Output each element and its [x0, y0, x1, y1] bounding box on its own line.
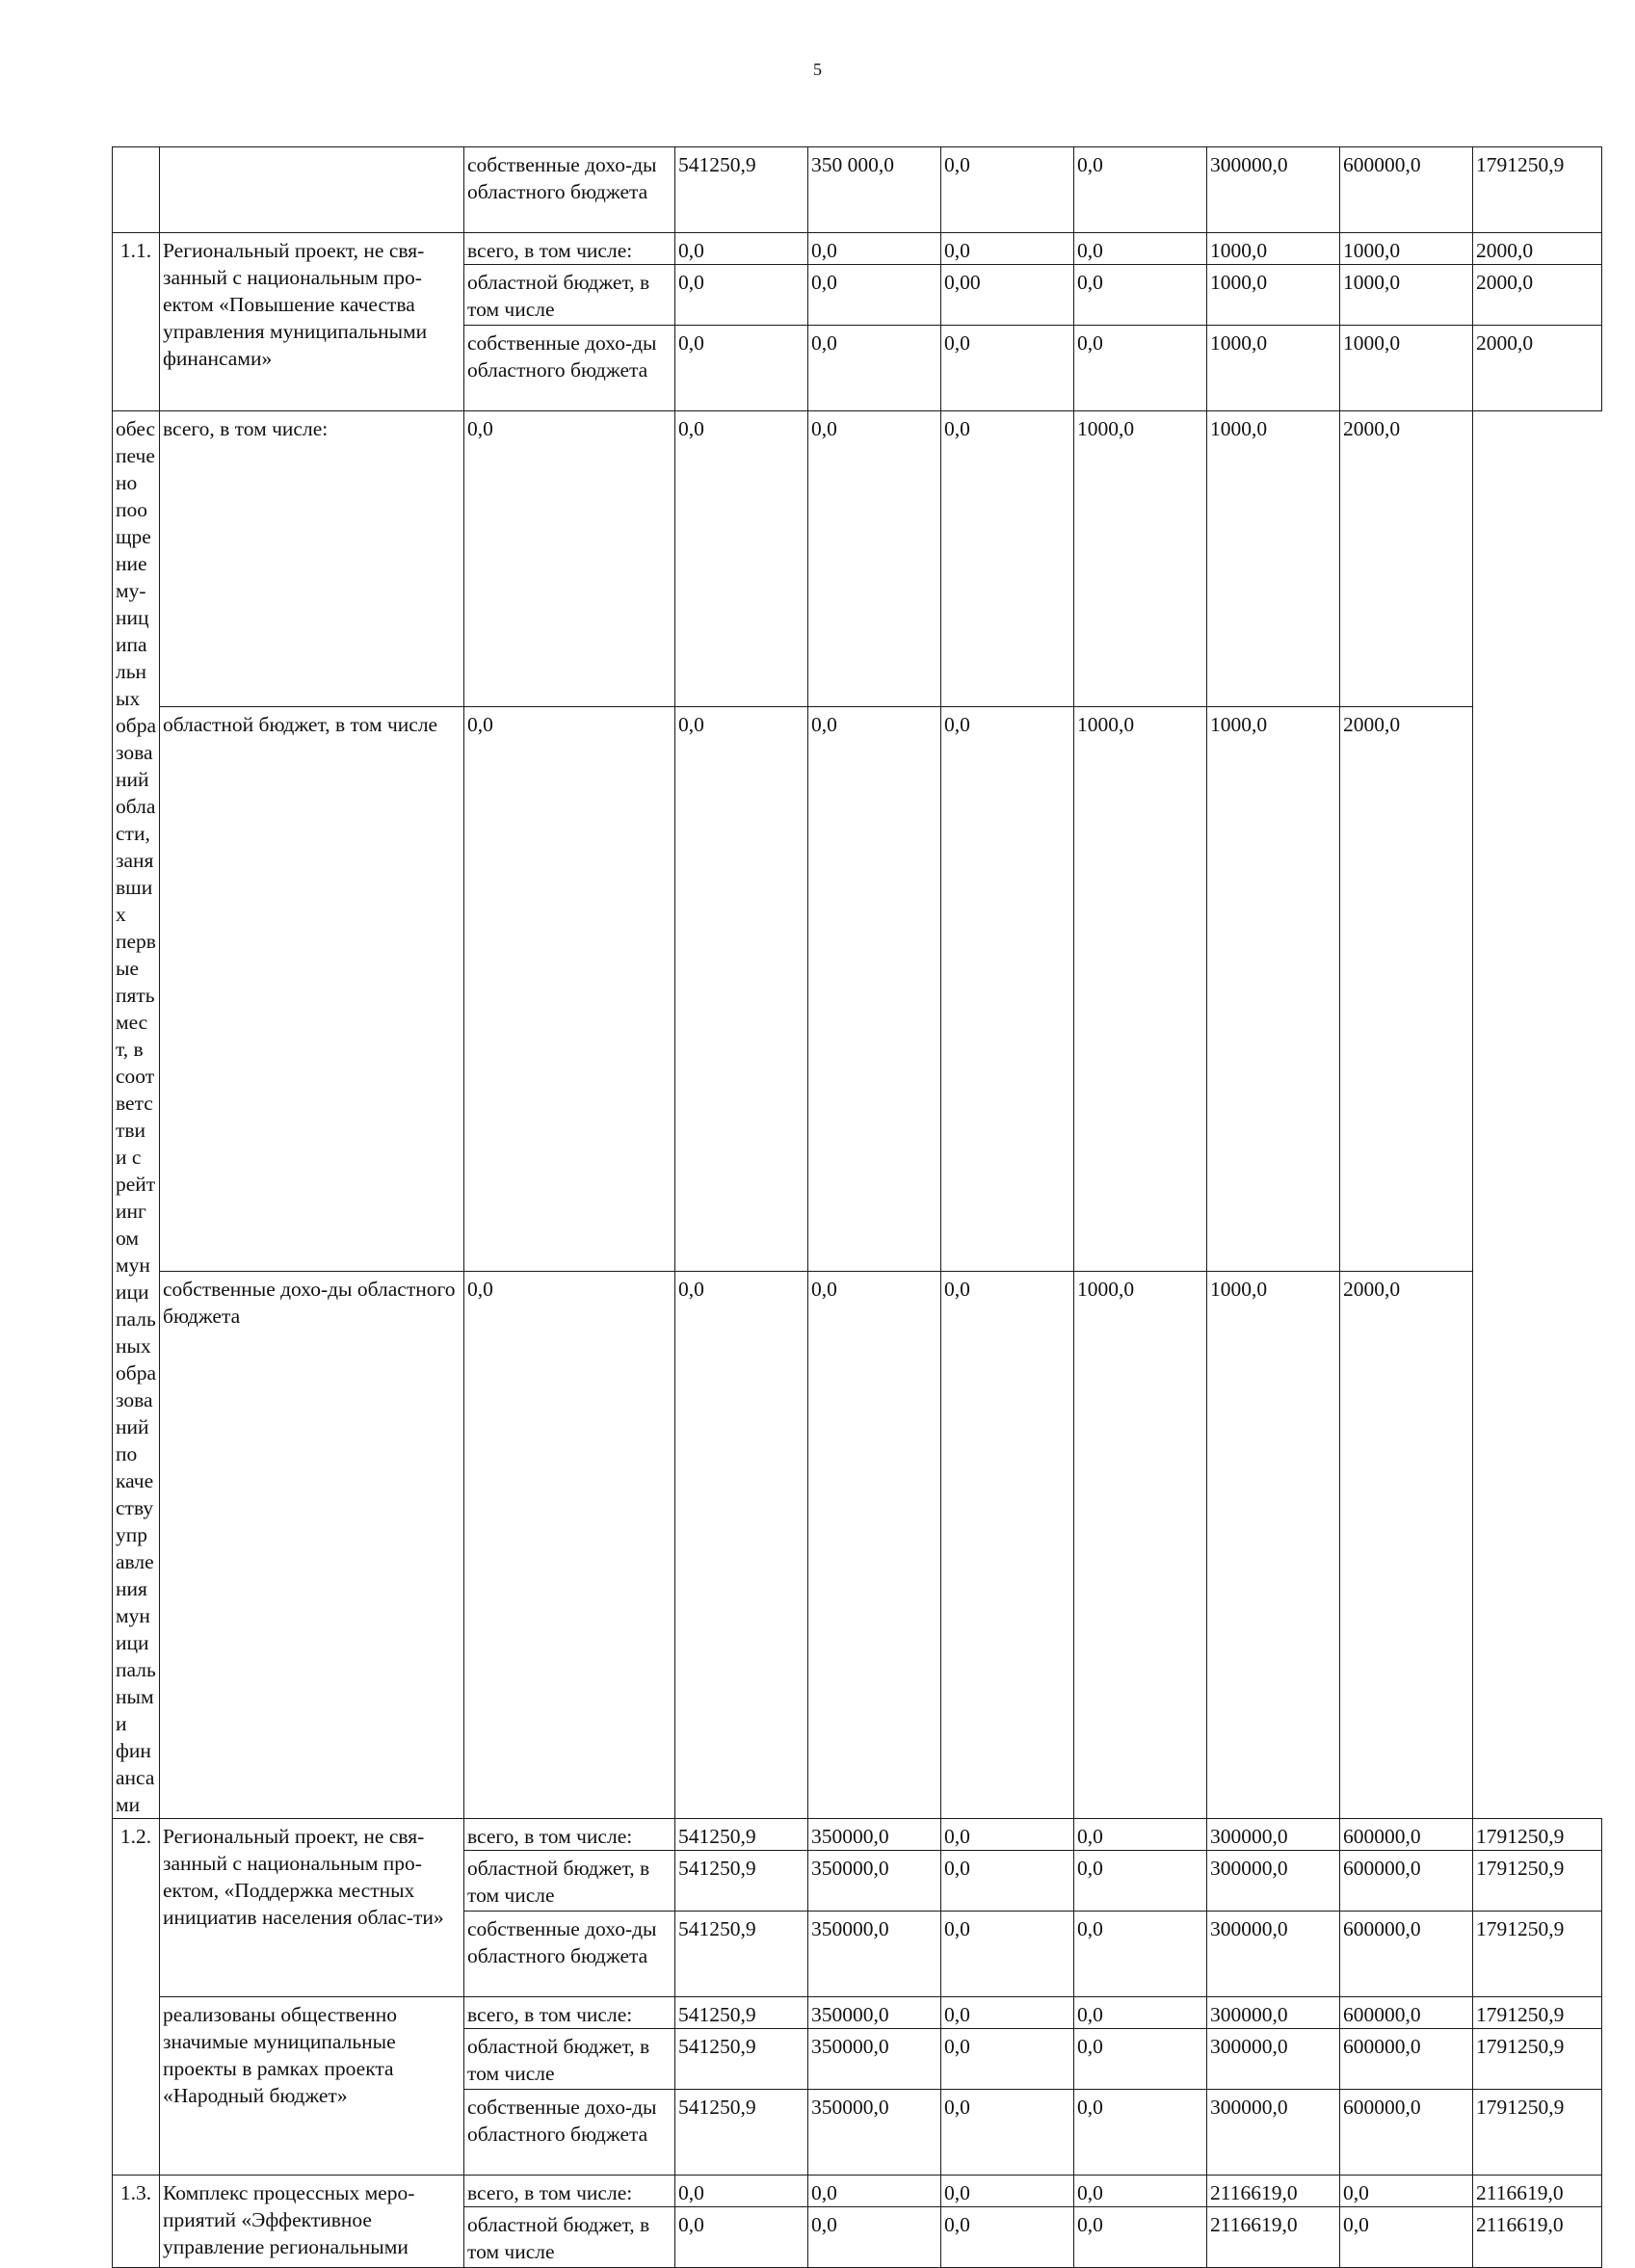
value-cell: 0,0: [941, 1819, 1074, 1851]
total-value-cell: 1791250,9: [1473, 1912, 1602, 1997]
budget-table: [112, 146, 1602, 2268]
total-value-cell: 2116619,0: [1473, 2176, 1602, 2207]
value-cell: 600000,0: [1340, 2090, 1473, 2176]
value-cell: 0,0: [1074, 1851, 1207, 1912]
value-cell: 300000,0: [1207, 1912, 1340, 1997]
value-cell: 0,0: [1074, 1912, 1207, 1997]
value-cell: 0,0: [1074, 2090, 1207, 2176]
value-cell: 600000,0: [1340, 1912, 1473, 1997]
table-row: [113, 1819, 1602, 1851]
table-row: [113, 147, 1602, 233]
value-cell: 350 000,0: [808, 147, 941, 233]
funding-source-cell: всего, в том числе:: [160, 411, 464, 707]
value-cell: 1000,0: [1340, 265, 1473, 326]
value-cell: 0,0: [808, 1272, 941, 1819]
value-cell: 0,0: [675, 233, 808, 265]
value-cell: 0,0: [808, 411, 941, 707]
value-cell: 0,0: [808, 2176, 941, 2207]
value-cell: 541250,9: [675, 1819, 808, 1851]
value-cell: 0,0: [1340, 2207, 1473, 2268]
value-cell: 0,0: [808, 233, 941, 265]
funding-source-cell: собственные дохо-ды областного бюджета: [464, 147, 675, 233]
funding-source-cell: областной бюджет, в том числе: [464, 2207, 675, 2268]
table-row: [113, 2176, 1602, 2207]
funding-source-cell: областной бюджет, в том числе: [464, 2029, 675, 2090]
value-cell: 1000,0: [1074, 411, 1207, 707]
value-cell: 1000,0: [1207, 1272, 1340, 1819]
row-number-cell: 1.1.: [113, 233, 160, 411]
funding-source-cell: областной бюджет, в том числе: [464, 265, 675, 326]
total-value-cell: 1791250,9: [1473, 1819, 1602, 1851]
value-cell: 300000,0: [1207, 2029, 1340, 2090]
value-cell: 0,00: [941, 265, 1074, 326]
funding-source-cell: собственные дохо-ды областного бюджета: [464, 2090, 675, 2176]
value-cell: 600000,0: [1340, 147, 1473, 233]
value-cell: 1000,0: [1074, 1272, 1207, 1819]
value-cell: 0,0: [675, 2176, 808, 2207]
row-number-cell: 1.3.: [113, 2176, 160, 2268]
value-cell: 600000,0: [1340, 1851, 1473, 1912]
value-cell: 541250,9: [675, 1851, 808, 1912]
table-row: [113, 707, 1602, 1272]
table-row: [113, 233, 1602, 265]
budget-table-body: [113, 147, 1602, 2268]
funding-source-cell: всего, в том числе:: [464, 233, 675, 265]
value-cell: 0,0: [1074, 265, 1207, 326]
value-cell: 1000,0: [1207, 233, 1340, 265]
value-cell: 541250,9: [675, 1912, 808, 1997]
value-cell: 0,0: [1074, 2029, 1207, 2090]
value-cell: 600000,0: [1340, 2029, 1473, 2090]
value-cell: 1000,0: [1074, 707, 1207, 1272]
value-cell: 0,0: [941, 707, 1074, 1272]
total-value-cell: 2116619,0: [1473, 2207, 1602, 2268]
item-name-cell: реализованы общественно значимые муниципальные проекты в рамках проекта «Народный бюджет»: [160, 1997, 464, 2176]
total-value-cell: 1791250,9: [1473, 147, 1602, 233]
value-cell: 0,0: [675, 411, 808, 707]
funding-source-cell: собственные дохо-ды областного бюджета: [464, 1912, 675, 1997]
value-cell: 300000,0: [1207, 1997, 1340, 2029]
value-cell: 1000,0: [1207, 411, 1340, 707]
value-cell: 350000,0: [808, 2090, 941, 2176]
value-cell: 0,0: [941, 1912, 1074, 1997]
value-cell: 0,0: [675, 2207, 808, 2268]
total-value-cell: 2000,0: [1340, 707, 1473, 1272]
table-row: [113, 411, 1602, 707]
value-cell: 0,0: [675, 265, 808, 326]
value-cell: 0,0: [675, 326, 808, 411]
item-name-cell: [160, 147, 464, 233]
value-cell: 0,0: [941, 2029, 1074, 2090]
funding-source-cell: собственные дохо-ды областного бюджета: [160, 1272, 464, 1819]
value-cell: 350000,0: [808, 1912, 941, 1997]
item-name-cell: Региональный проект, не свя-занный с национальным про-ектом «Повышение качества управления муниципальными финансами»: [160, 233, 464, 411]
value-cell: 2116619,0: [1207, 2207, 1340, 2268]
value-cell: 1000,0: [1207, 707, 1340, 1272]
value-cell: 0,0: [808, 707, 941, 1272]
row-number-cell: [113, 147, 160, 233]
funding-source-cell: всего, в том числе:: [464, 1997, 675, 2029]
item-name-cell: Комплекс процессных меро-приятий «Эффективное управление региональными: [160, 2176, 464, 2268]
funding-source-cell: областной бюджет, в том числе: [160, 707, 464, 1272]
value-cell: 0,0: [1074, 233, 1207, 265]
total-value-cell: 1791250,9: [1473, 1851, 1602, 1912]
total-value-cell: 2000,0: [1473, 265, 1602, 326]
value-cell: 0,0: [941, 326, 1074, 411]
funding-source-cell: собственные дохо-ды областного бюджета: [464, 326, 675, 411]
value-cell: 0,0: [941, 411, 1074, 707]
value-cell: 0,0: [464, 707, 675, 1272]
value-cell: 1000,0: [1340, 233, 1473, 265]
value-cell: 0,0: [1074, 2176, 1207, 2207]
total-value-cell: 2000,0: [1340, 1272, 1473, 1819]
value-cell: 0,0: [1340, 2176, 1473, 2207]
value-cell: 350000,0: [808, 2029, 941, 2090]
value-cell: 1000,0: [1207, 265, 1340, 326]
total-value-cell: 2000,0: [1473, 326, 1602, 411]
total-value-cell: 1791250,9: [1473, 2090, 1602, 2176]
value-cell: 0,0: [808, 2207, 941, 2268]
value-cell: 0,0: [941, 1272, 1074, 1819]
value-cell: 0,0: [941, 1851, 1074, 1912]
funding-source-cell: всего, в том числе:: [464, 2176, 675, 2207]
value-cell: 0,0: [941, 147, 1074, 233]
value-cell: 0,0: [941, 1997, 1074, 2029]
value-cell: 350000,0: [808, 1851, 941, 1912]
value-cell: 541250,9: [675, 147, 808, 233]
value-cell: 541250,9: [675, 2090, 808, 2176]
value-cell: 300000,0: [1207, 147, 1340, 233]
page-number: 5: [813, 60, 822, 79]
value-cell: 0,0: [1074, 1997, 1207, 2029]
item-name-cell: Региональный проект, не свя-занный с национальным про-ектом, «Поддержка местных инициатив населения облас-ти»: [160, 1819, 464, 1997]
value-cell: 0,0: [1074, 147, 1207, 233]
value-cell: 1000,0: [1207, 326, 1340, 411]
value-cell: 300000,0: [1207, 1851, 1340, 1912]
value-cell: 0,0: [941, 2207, 1074, 2268]
value-cell: 0,0: [941, 2176, 1074, 2207]
value-cell: 2116619,0: [1207, 2176, 1340, 2207]
value-cell: 0,0: [1074, 2207, 1207, 2268]
funding-source-cell: всего, в том числе:: [464, 1819, 675, 1851]
item-name-cell: обеспечено поощрение му-ниципальных образований области, занявших первые пять мест, в соответствии с рейтингом муниципальных образований по качеству управления муниципальными финансами: [113, 411, 160, 1819]
value-cell: 350000,0: [808, 1997, 941, 2029]
value-cell: 300000,0: [1207, 1819, 1340, 1851]
value-cell: 600000,0: [1340, 1997, 1473, 2029]
total-value-cell: 2000,0: [1340, 411, 1473, 707]
value-cell: 0,0: [808, 326, 941, 411]
value-cell: 0,0: [675, 1272, 808, 1819]
value-cell: 0,0: [1074, 1819, 1207, 1851]
total-value-cell: 1791250,9: [1473, 1997, 1602, 2029]
value-cell: 1000,0: [1340, 326, 1473, 411]
value-cell: 350000,0: [808, 1819, 941, 1851]
total-value-cell: 1791250,9: [1473, 2029, 1602, 2090]
value-cell: 0,0: [941, 2090, 1074, 2176]
table-row: [113, 1997, 1602, 2029]
total-value-cell: 2000,0: [1473, 233, 1602, 265]
value-cell: 0,0: [675, 707, 808, 1272]
value-cell: 0,0: [808, 265, 941, 326]
funding-source-cell: областной бюджет, в том числе: [464, 1851, 675, 1912]
table-row: [113, 1272, 1602, 1819]
value-cell: 300000,0: [1207, 2090, 1340, 2176]
row-number-cell: 1.2.: [113, 1819, 160, 2176]
value-cell: 0,0: [464, 1272, 675, 1819]
value-cell: 600000,0: [1340, 1819, 1473, 1851]
value-cell: 541250,9: [675, 1997, 808, 2029]
value-cell: 0,0: [464, 411, 675, 707]
value-cell: 0,0: [1074, 326, 1207, 411]
value-cell: 541250,9: [675, 2029, 808, 2090]
value-cell: 0,0: [941, 233, 1074, 265]
